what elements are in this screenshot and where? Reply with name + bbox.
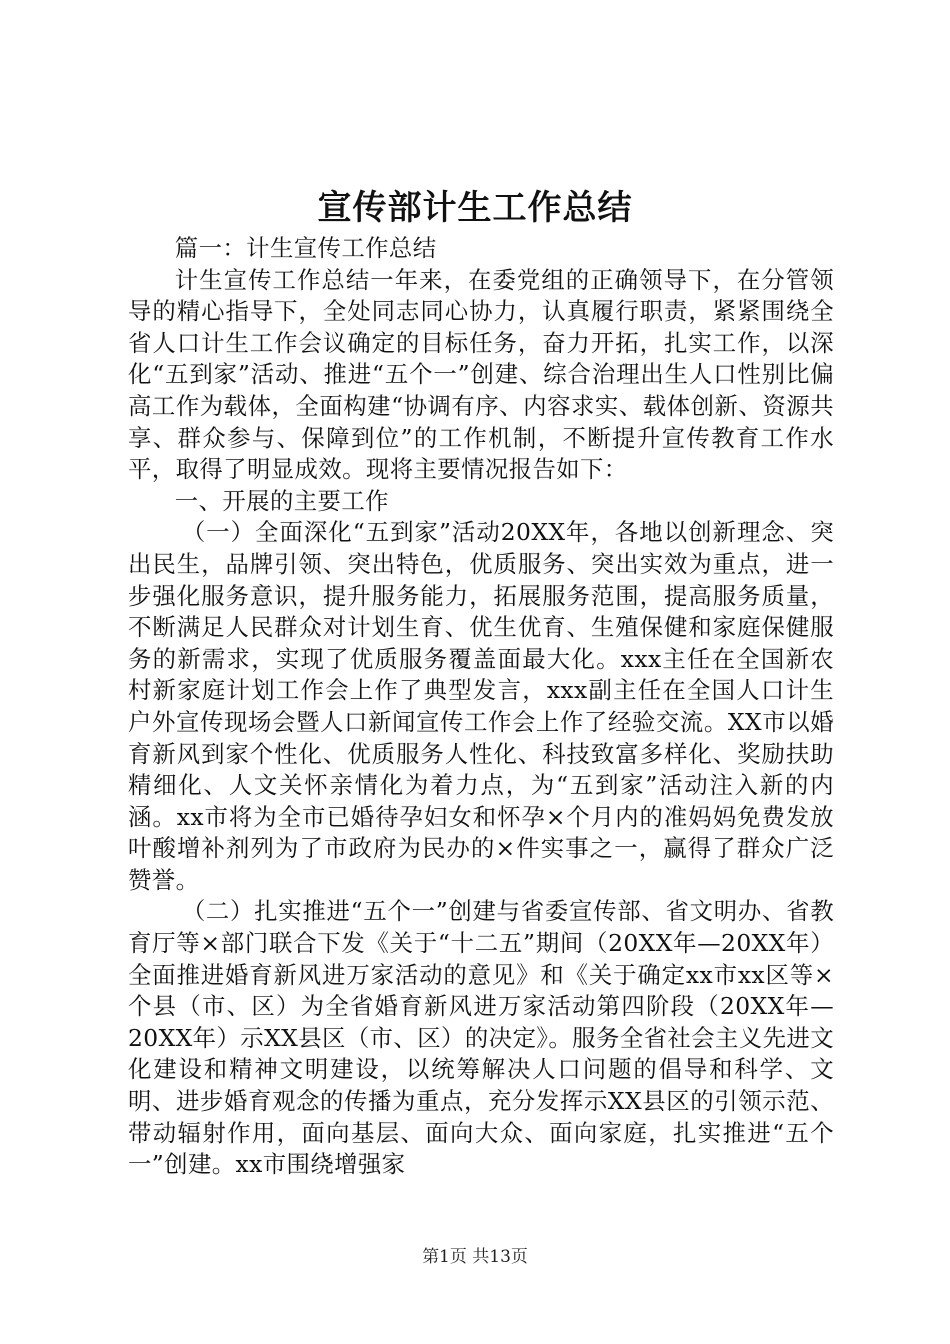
section-heading: 一、开展的主要工作 — [174, 486, 389, 515]
document-body — [128, 233, 834, 1181]
body-paragraph: （一）全面深化“五到家”活动20XX年，各地以创新理念、突出民生，品牌引领、突出特色，优质服务、突出实效为重点，进一步强化服务意识，提升服务能力，拓展服务范围，提高服务质量，不断满足人民群众对计划生育、优生优育、生殖保健和家庭保健服务的新需求，实现了优质服务覆盖面最大化。xxx主任在全国新农村新家庭计划工作会上作了典型发言，xxx副主任在全国人口计生户外宣传现场会暨人口新闻宣传工作会上作了经验交流。XX市以婚育新风到家个性化、优质服务人性化、科技致富多样化、奖励扶助精细化、人文关怀亲情化为着力点，为“五到家”活动注入新的内涵。xx市将为全市已婚待孕妇女和怀孕×个月内的准妈妈免费发放叶酸增补剂列为了市政府为民办的×件实事之一，赢得了群众广泛赞誉。 — [128, 518, 834, 894]
section-heading: 篇一：计生宣传工作总结 — [174, 234, 437, 262]
page-number-footer: 第1页 共13页 — [422, 1247, 528, 1267]
body-paragraph: （二）扎实推进“五个一”创建与省委宣传部、省文明办、省教育厅等×部门联合下发《关于“十二五”期间（20XX年—20XX年）全面推进婚育新风进万家活动的意见》和《关于确定xx市xx区等×个县（市、区）为全省婚育新风进万家活动第四阶段（20XX年—20XX年）示XX县区（市、区）的决定》。服务全省社会主义先进文化建设和精神文明建设，以统筹解决人口问题的倡导和科学、文明、进步婚育观念的传播为重点，充分发挥示XX县区的引领示范、带动辐射作用，面向基层、面向大众、面向家庭，扎实推进“五个一”创建。xx市围绕增强家 — [128, 897, 834, 1179]
body-paragraph: 计生宣传工作总结一年来，在委党组的正确领导下，在分管领导的精心指导下，全处同志同心协力，认真履行职责，紧紧围绕全省人口计生工作会议确定的目标任务，奋力开拓，扎实工作，以深化“五到家”活动、推进“五个一”创建、综合治理出生人口性别比偏高工作为载体，全面构建“协调有序、内容求实、载体创新、资源共享、群众参与、保障到位”的工作机制，不断提升宣传教育工作水平，取得了明显成效。现将主要情况报告如下： — [128, 265, 834, 484]
document-title: 宣传部计生工作总结 — [317, 188, 633, 228]
